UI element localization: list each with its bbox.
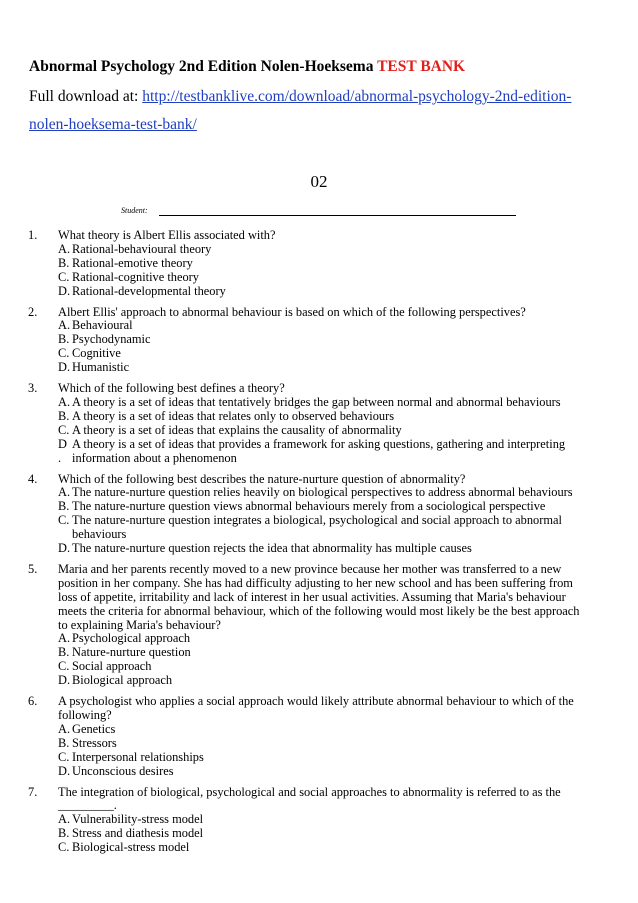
option-text: Psychodynamic — [72, 332, 151, 347]
question-text — [58, 229, 604, 243]
option-letter: D. — [58, 360, 71, 375]
question-body — [58, 473, 604, 556]
option-text: Nature-nurture question — [72, 645, 191, 660]
option-text: Humanistic — [72, 360, 130, 375]
answer-option — [58, 410, 604, 424]
title-text: Abnormal Psychology 2nd Edition Nolen-Hoeksema — [29, 58, 374, 75]
question-number: 5. — [28, 561, 38, 576]
question-text-line: Which of the following best defines a theory? — [58, 381, 285, 396]
option-text: A theory is a set of ideas that provides a framework for asking questions, gathering and interpreting — [72, 436, 566, 451]
question-body — [58, 786, 604, 856]
option-letter: A. — [58, 394, 71, 409]
answer-option — [58, 765, 604, 779]
option-letter: C. — [58, 659, 70, 674]
option-text: Biological approach — [72, 673, 173, 688]
option-letter: A. — [58, 485, 71, 500]
option-letter: C. — [58, 269, 70, 284]
answer-option — [58, 632, 604, 646]
option-letter: C. — [58, 346, 70, 361]
question-item — [28, 695, 604, 778]
answer-option — [58, 438, 604, 452]
answer-option — [58, 646, 604, 660]
question-text-line: A psychologist who applies a social approach would likely attribute abnormal behaviour to which of the — [58, 694, 574, 709]
option-continued-marker: . — [58, 450, 62, 465]
question-number: 3. — [28, 381, 38, 396]
option-text: The nature-nurture question relies heavily on biological perspectives to address abnormal behaviours — [72, 485, 573, 500]
answer-option-continued — [58, 452, 604, 466]
question-body — [58, 563, 604, 688]
answer-option — [58, 500, 604, 514]
option-text: Rational-behavioural theory — [72, 241, 212, 256]
option-text: Unconscious desires — [72, 763, 174, 778]
question-item — [28, 563, 604, 688]
option-text: Social approach — [72, 659, 152, 674]
answer-option — [58, 542, 604, 556]
option-text: Vulnerability-stress model — [72, 812, 204, 827]
answer-option — [58, 751, 604, 765]
download-link-continued[interactable]: nolen-hoeksema-test-bank/ — [29, 116, 197, 133]
option-text: A theory is a set of ideas that tentatively bridges the gap between normal and abnormal behaviours — [72, 394, 561, 409]
option-text: Psychological approach — [72, 631, 191, 646]
question-text-line: Albert Ellis' approach to abnormal behaviour is based on which of the following perspectives? — [58, 304, 526, 319]
question-item — [28, 382, 604, 465]
answer-option — [58, 486, 604, 500]
question-number: 6. — [28, 694, 38, 709]
answer-option — [58, 361, 604, 375]
option-letter: B. — [58, 735, 70, 750]
student-label: Student: — [121, 206, 148, 215]
question-text-line: loss of appetite, irritability and lack of interest in her usual activities. Assuming that Maria's behaviour — [58, 589, 566, 604]
question-text-line: Which of the following best describes the nature-nurture question of abnormality? — [58, 471, 466, 486]
option-text: Interpersonal relationships — [72, 749, 204, 764]
student-name-line — [159, 215, 516, 216]
option-letter: A. — [58, 241, 71, 256]
option-letter: D. — [58, 541, 71, 556]
download-link[interactable]: http://testbanklive.com/download/abnormal-psychology-2nd-edition- — [142, 88, 572, 105]
answer-option — [58, 723, 604, 737]
question-number: 1. — [28, 228, 38, 242]
option-letter: A. — [58, 812, 71, 827]
question-body — [58, 695, 604, 778]
option-letter: C. — [58, 422, 70, 437]
download-line — [29, 83, 619, 139]
question-text — [58, 382, 604, 396]
question-body — [58, 306, 604, 376]
question-text-line: What theory is Albert Ellis associated with? — [58, 228, 276, 242]
option-text: A theory is a set of ideas that explains the causality of abnormality — [72, 422, 402, 437]
question-item — [28, 306, 604, 376]
answer-option — [58, 319, 604, 333]
option-letter: C. — [58, 749, 70, 764]
option-letter: B. — [58, 408, 70, 423]
question-number: 4. — [28, 471, 38, 486]
option-text: A theory is a set of ideas that relates only to observed behaviours — [72, 408, 395, 423]
answer-option — [58, 841, 604, 855]
option-text: Genetics — [72, 721, 116, 736]
option-letter: A. — [58, 631, 71, 646]
answer-option — [58, 333, 604, 347]
question-number: 7. — [28, 784, 38, 799]
question-text — [58, 786, 604, 814]
question-text-line: following? — [58, 708, 112, 722]
option-text-continued: information about a phenomenon — [72, 450, 237, 465]
answer-option — [58, 271, 604, 285]
question-number: 2. — [28, 304, 38, 319]
option-letter: B. — [58, 826, 70, 841]
test-bank-label: TEST BANK — [377, 58, 466, 75]
question-item — [28, 229, 604, 299]
option-letter: D. — [58, 763, 71, 778]
question-item — [28, 786, 604, 856]
option-letter: D — [58, 436, 67, 451]
test-code: 02 — [310, 172, 328, 191]
question-body — [58, 229, 604, 299]
option-letter: C. — [58, 840, 70, 855]
question-text — [58, 563, 604, 633]
option-text: Biological-stress model — [72, 840, 190, 855]
question-text-line: meets the criteria for abnormal behaviour, which of the following would most likely be the best approach — [58, 603, 580, 618]
option-text: The nature-nurture question views abnormal behaviours merely from a sociological perspective — [72, 499, 546, 514]
answer-option — [58, 243, 604, 257]
option-text: Rational-emotive theory — [72, 255, 193, 270]
question-text-line: to explaining Maria's behaviour? — [58, 617, 221, 632]
option-letter: A. — [58, 721, 71, 736]
answer-option — [58, 285, 604, 299]
option-text: Rational-cognitive theory — [72, 269, 199, 284]
answer-option — [58, 737, 604, 751]
question-item — [28, 473, 604, 556]
answer-option — [58, 347, 604, 361]
option-letter: B. — [58, 255, 70, 270]
option-letter: B. — [58, 499, 70, 514]
option-text: Rational-developmental theory — [72, 283, 226, 298]
option-letter: C. — [58, 513, 70, 528]
option-text: Stressors — [72, 735, 117, 750]
document-header — [29, 57, 619, 139]
question-text-line: Maria and her parents recently moved to a new province because her mother was transferred to a new — [58, 561, 562, 576]
question-text-line: The integration of biological, psychological and social approaches to abnormality is referred to as the — [58, 784, 561, 799]
option-text: The nature-nurture question rejects the idea that abnormality has multiple causes — [72, 541, 472, 556]
download-prefix: Full download at: — [29, 88, 143, 105]
option-letter: D. — [58, 283, 71, 298]
question-text — [58, 473, 604, 487]
answer-option — [58, 424, 604, 438]
document-title — [29, 57, 619, 77]
option-letter: B. — [58, 645, 70, 660]
answer-option — [58, 257, 604, 271]
option-letter: B. — [58, 332, 70, 347]
question-text — [58, 695, 604, 723]
answer-option — [58, 827, 604, 841]
option-letter: D. — [58, 673, 71, 688]
answer-option — [58, 396, 604, 410]
option-text: Behavioural — [72, 318, 133, 333]
question-text-line: _________. — [58, 798, 117, 813]
answer-option — [58, 813, 604, 827]
question-list — [28, 229, 604, 862]
question-text-line: position in her company. She has had difficulty adjusting to her new school and has been suffering from — [58, 575, 573, 590]
option-letter: A. — [58, 318, 71, 333]
answer-option — [58, 514, 604, 528]
option-text-continued: behaviours — [72, 527, 127, 542]
answer-option — [58, 674, 604, 688]
option-text: Cognitive — [72, 346, 121, 361]
option-continued-marker — [58, 528, 72, 542]
answer-option — [58, 660, 604, 674]
question-text — [58, 306, 604, 320]
option-text: Stress and diathesis model — [72, 826, 204, 841]
option-text: The nature-nurture question integrates a biological, psychological and social approach to abnormal — [72, 513, 562, 528]
answer-option-continued — [58, 528, 604, 542]
question-body — [58, 382, 604, 465]
